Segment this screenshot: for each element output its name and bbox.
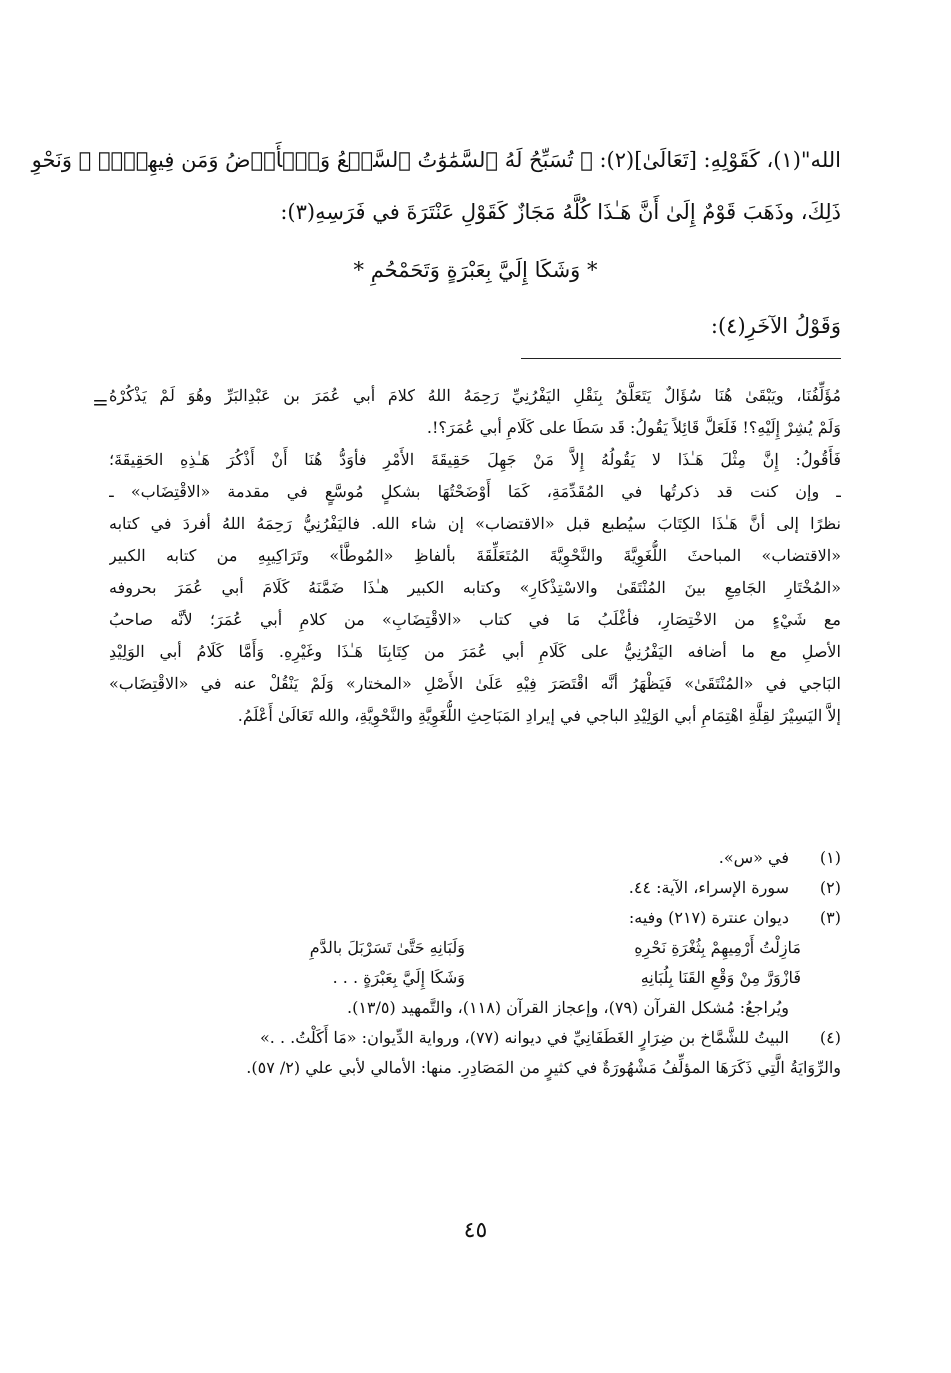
footnote-paragraph-line: «المُخْتَارِ الجَامِعِ بينَ المُنْتَقَىٰ والاسْتِذْكَارِ» وكتابه الكبير هـٰذَا ضَمَّنَهُ كَلَامَ أبي عُمَرَ بحروفه: [109, 578, 841, 597]
poem-hemistich: فَازْوَرَّ مِنْ وَقْعِ القَنَا بِلُبَانِهِ: [640, 968, 801, 987]
footnote-paragraph-line: إلاَّ اليَسِيْرَ لقِلَّةِ اهْتِمَامِ أبي الوَلِيْدِ الباجي في إيرادِ المَبَاحِثِ اللُّغَوِيَّةِ والنَّحْوِيَّةِ، والله تَعَالَىٰ أَعْلَمُ.: [237, 706, 841, 725]
footnote-4-continued: [109, 1053, 841, 1083]
verse-half-line: * وَشَكَا إِلَيَّ بِعَبْرَةٍ وَتَحَمْحُمِ *: [353, 258, 598, 282]
main-text-line-3: وَقَوْلُ الآخَرِ(٤):: [710, 314, 841, 338]
footnote-paragraph-line: ـ وإن كنت قد ذكرتُها في المُقَدِّمَةِ، كَمَا أَوْضَحْتُهَا بشكلٍ مُوسَّعٍ في مقدمة «الاقْتِضَاب» ـ: [109, 482, 841, 501]
footnote-paragraph-line: «الاقتضاب» المباحثَ اللُّغَوِيَّةَ والنَّحْوِيَّةَ المُتَعَلِّقَةَ بألفاظِ «المُوطَّأ» وتَرَاكِيبِهِ من كتابه الكبير: [109, 546, 841, 565]
footnote-paragraph-line: فَأَقُولُ: إِنَّ مِثْلَ هَـٰذَا لا يَقُولُهُ إِلاَّ مَنْ جَهِلَ حَقِيقَةَ الأَمْرِ فأوَدُّ هُنَا أَنْ أَذْكُرَ هَـٰذِهِ الحَقِيقَةَ؛: [109, 450, 841, 469]
footnote-text: في «س».: [718, 848, 789, 867]
poem-hemistich: مَازِلْتُ أَرْمِيهِمْ بِثُغْرَةِ نَحْرِهِ: [634, 938, 801, 957]
footnote-paragraph-line: وَلَمْ يُشِرْ إِلَيْهِ؟! فَلَعَلَّ قَائِلاً يَقُولُ: قَد سَطَا على كَلَامِ أبي عُمَرَ؟!.: [426, 418, 841, 437]
poem-verses: [109, 933, 841, 993]
continuation-mark: =: [92, 390, 109, 414]
footnote-text: ديوان عنترة (٢١٧) وفيه:: [628, 908, 789, 927]
poem-hemistich: وَلَبَانِهِ حَتَّىٰ تَسَرْبَلَ بالدَّمِ: [309, 938, 465, 957]
footnote-3-references: [109, 993, 841, 1023]
footnote-2: [109, 873, 841, 903]
footnote-text: والرِّوَايَةُ الَّتِي ذَكَرَهَا المؤلِّفُ مَشْهُورَةٌ في كثيرٍ من المَصَادِرِ. منها: الأمالي لأبي علي (٢/ ٥٧).: [246, 1058, 841, 1077]
footnote-number: (٢): [819, 878, 841, 897]
footnote-continuation-paragraph: [109, 380, 841, 732]
footnote-number: (١): [819, 848, 841, 867]
footnote-text: سورة الإسراء، الآية: ٤٤.: [628, 878, 789, 897]
footnote-text: البيتُ للشَّمَّاخ بن ضِرَارٍ الغَطَفَانِيِّ في ديوانه (٧٧)، ورواية الدِّيوان: «مَا أَكَلْتُ. . .»: [259, 1028, 789, 1047]
footnotes-list: [109, 843, 841, 1083]
footnote-paragraph-line: الأصلِ مع ما أضافه اليَفْرُنِيُّ على كَلَامِ أبي عُمَرَ من كِتَابِنَا هَـٰذَا وغَيْرِهِ. وَأَمَّا كَلَامُ أبي الوَلِيْدِ: [109, 642, 841, 661]
footnote-paragraph-line: البَاجي في «المُنْتَقَىٰ» فَيَظْهَرُ أنَّه اقْتَصَرَ فِيْهِ عَلَىٰ الأَصْلِ «المختار» وَلَمْ يَنْقُلْ عنه في «الاقْتِضَاب»: [109, 674, 841, 693]
footnote-number: (٣): [819, 908, 841, 927]
footnote-paragraph-line: نظرًا إلى أنَّ هَـٰذَا الكِتَابَ سيُطبع قبل «الاقتضاب» إن شاء الله. فاليَفْرُنِيُّ رَحِمَهُ اللهُ أفردَ في كتابه: [109, 514, 841, 533]
main-text-line-2: ذَلِكَ، وذَهَبَ قَوْمٌ إِلَىٰ أَنَّ هَـٰذَا كُلَّهُ مَجَازٌ كَقَوْلِ عَنْتَرَةَ في فَرَسِهِ(٣):: [280, 200, 841, 224]
poem-hemistich: وَشَكَا إِلَيَّ بِعَبْرَةٍ . . .: [332, 968, 465, 987]
footnote-number: (٤): [819, 1028, 841, 1047]
page-number: ٤٥: [463, 1218, 488, 1243]
footnote-1: [109, 843, 841, 873]
footnote-3: [109, 903, 841, 933]
footnote-separator: [521, 358, 841, 359]
main-text-line-1: الله"(١)، كَقَوْلِهِ: [تَعَالَىٰ](٢): ﴿ تُسَبِّحُ لَهُ ٱلسَّمَٰوَٰتُ ٱلسَّبۡعُ وَٱلۡأَرۡضُ وَمَن فِيهِنَّۚ ﴾ وَنَحْوِ: [31, 148, 841, 172]
footnote-paragraph-line: مع شَيْءٍ من الاخْتِصَارِ، فأغْلَبُ مَا في كتاب «الاقْتِضَابِ» من كلامِ أبي عُمَرَ؛ لأنَّه صاحبُ: [109, 610, 841, 629]
footnote-text: ويُراجعُ: مُشكل القرآن (٧٩)، وإعجاز القرآن (١١٨)، والتَّمهيد (١٣/٥).: [347, 998, 789, 1017]
footnote-4: [109, 1023, 841, 1053]
footnote-paragraph-line: مُؤَلِّفُنَا، ويَبْقَىٰ هُنَا سُؤَالٌ يَتَعَلَّقُ بِنَقْلِ اليَفْرُنِيِّ رَحِمَهُ اللهُ كلامَ أبي عُمَرَ بن عَبْدِالبَرِّ وهُوَ لَمْ يَذْكُرْهُ: [109, 386, 841, 405]
